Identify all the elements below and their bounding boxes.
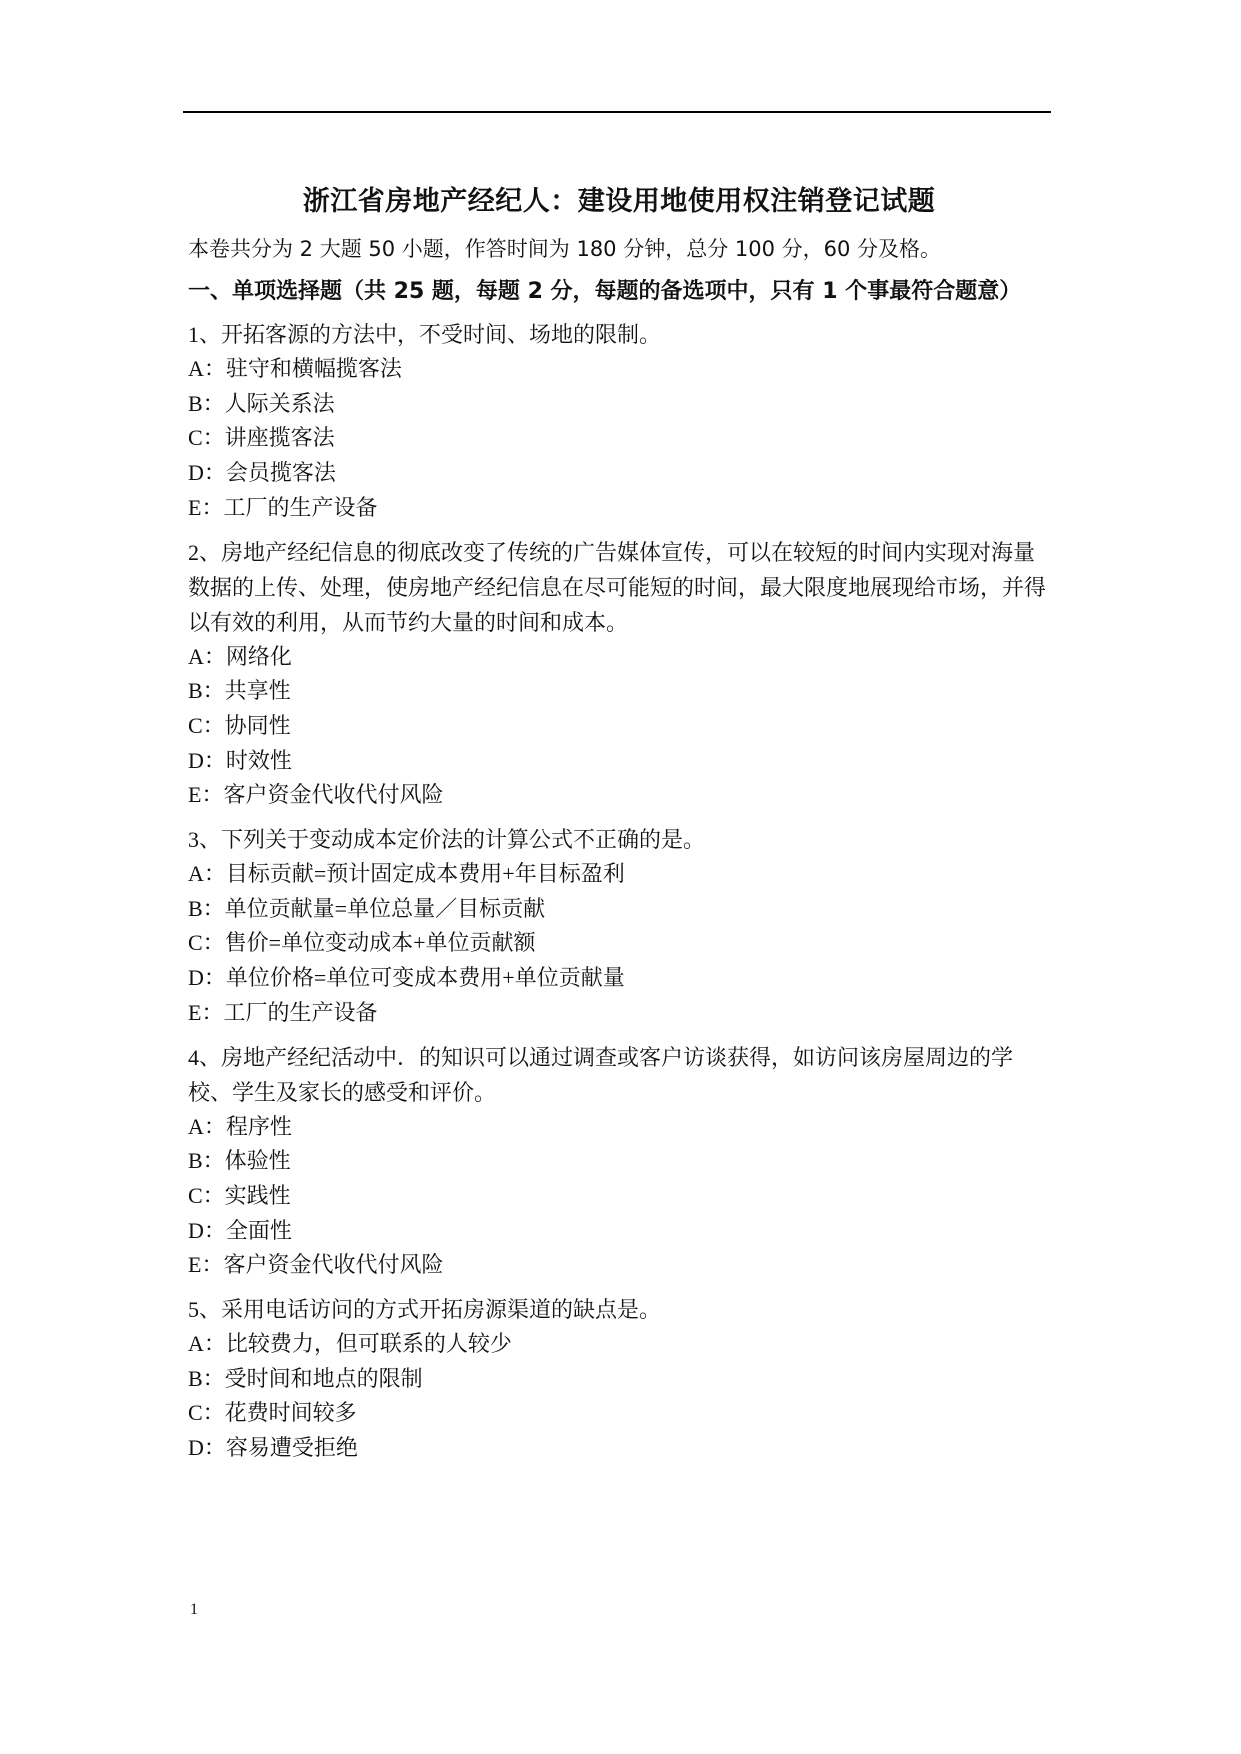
option-b: B：单位贡献量=单位总量／目标贡献	[188, 895, 546, 921]
option-d: D：全面性	[188, 1217, 292, 1243]
page-number: 1	[190, 1601, 198, 1618]
question-stem: 4、房地产经纪活动中．的知识可以通过调查或客户访谈获得，如访问该房屋周边的学校、学生及家长的感受和评价。	[188, 1044, 1014, 1105]
option-a: A：比较费力，但可联系的人较少	[188, 1331, 512, 1357]
section-heading: 一、单项选择题（共 25 题，每题 2 分，每题的备选项中，只有 1 个事最符合题意）	[188, 279, 1022, 304]
option-e: E：工厂的生产设备	[188, 999, 378, 1025]
option-e: E：客户资金代收代付风险	[188, 782, 444, 808]
option-b: B：体验性	[188, 1148, 291, 1174]
option-b: B：共享性	[188, 678, 291, 704]
exam-intro: 本卷共分为 2 大题 50 小题，作答时间为 180 分钟，总分 100 分，60 分及格。	[188, 237, 942, 261]
option-a: A：目标贡献=预计固定成本费用+年目标盈利	[188, 861, 625, 887]
option-e: E：工厂的生产设备	[188, 494, 378, 520]
option-a: A：程序性	[188, 1113, 292, 1139]
question-4	[188, 1040, 1050, 1284]
option-d: D：会员揽客法	[188, 460, 336, 486]
question-stem: 1、开拓客源的方法中，不受时间、场地的限制。	[188, 322, 662, 347]
option-d: D：单位价格=单位可变成本费用+单位贡献量	[188, 965, 625, 991]
option-c: C：花费时间较多	[188, 1400, 357, 1426]
question-2	[188, 535, 1050, 814]
option-a: A：网络化	[188, 643, 292, 669]
option-a: A：驻守和横幅揽客法	[188, 356, 402, 381]
option-d: D：时效性	[188, 747, 292, 773]
option-d: D：容易遭受拒绝	[188, 1435, 358, 1461]
document-body	[188, 182, 1050, 1475]
option-c: C：协同性	[188, 712, 291, 738]
document-title: 浙江省房地产经纪人：建设用地使用权注销登记试题	[302, 186, 936, 217]
question-stem: 2、房地产经纪信息的彻底改变了传统的广告媒体宣传，可以在较短的时间内实现对海量数据的上传、处理，使房地产经纪信息在尽可能短的时间，最大限度地展现给市场，并得以有效的利用，从而节约大量的时间和成本。	[188, 539, 1047, 635]
option-c: C：售价=单位变动成本+单位贡献额	[188, 930, 536, 956]
question-1	[188, 317, 1050, 526]
option-e: E：客户资金代收代付风险	[188, 1252, 444, 1278]
question-stem: 3、下列关于变动成本定价法的计算公式不正确的是。	[188, 827, 706, 853]
header-rule	[183, 111, 1051, 113]
option-c: C：讲座揽客法	[188, 425, 335, 451]
option-b: B：人际关系法	[188, 390, 335, 416]
question-stem: 5、采用电话访问的方式开拓房源渠道的缺点是。	[188, 1297, 662, 1323]
option-c: C：实践性	[188, 1182, 291, 1208]
option-b: B：受时间和地点的限制	[188, 1365, 423, 1391]
question-3	[188, 822, 1050, 1031]
question-5	[188, 1292, 1050, 1466]
